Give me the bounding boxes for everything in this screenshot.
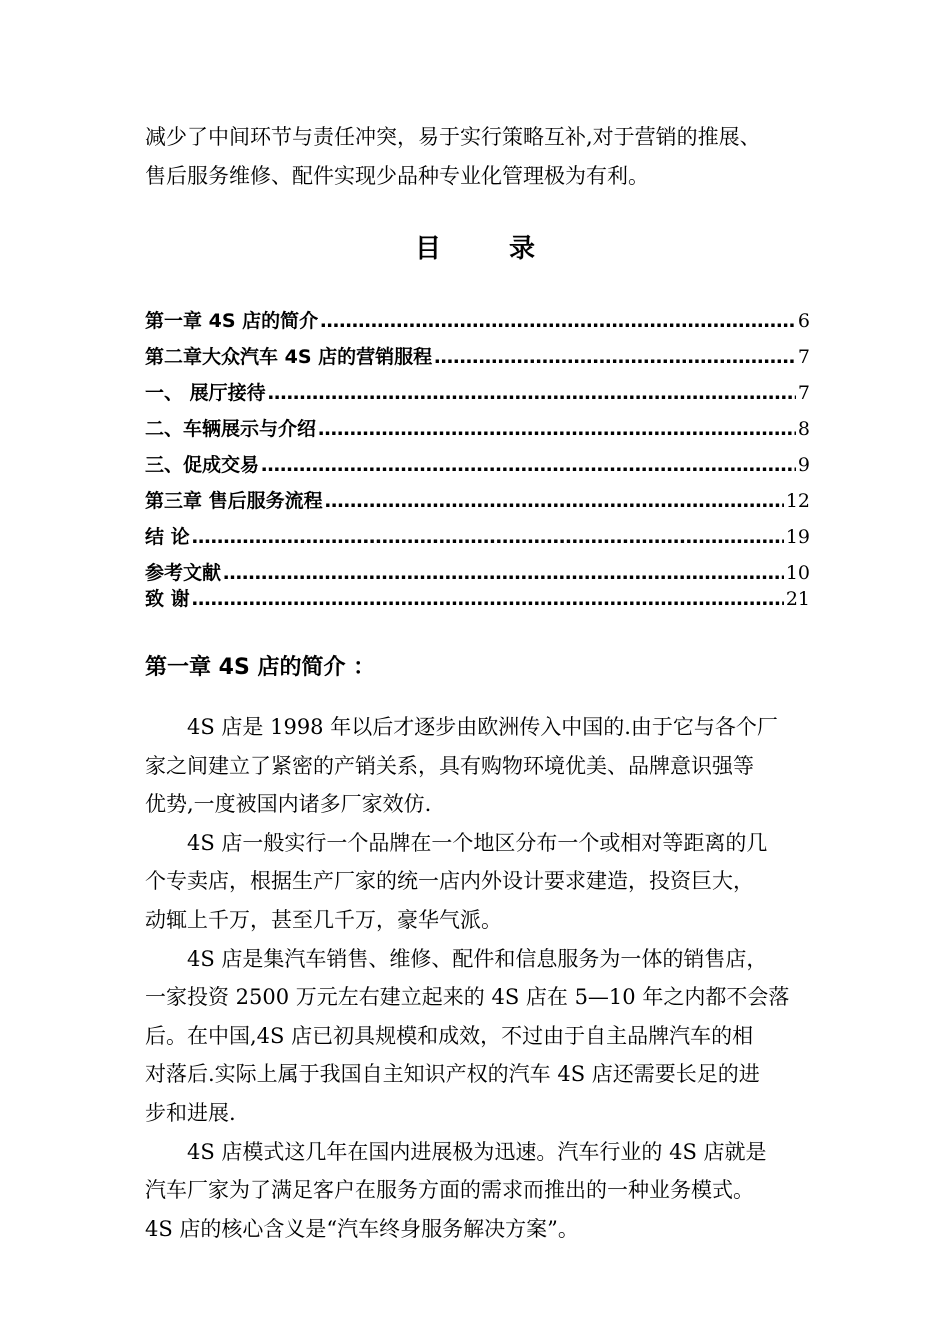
body-line: 4S 店一般实行一个品牌在一个地区分布一个或相对等距离的几	[187, 830, 768, 855]
toc-entry-label: 第三章 售后服务流程	[145, 490, 323, 512]
toc-entry-label: 第二章大众汽车 4S 店的营销服程	[145, 346, 433, 368]
intro-paragraph	[145, 118, 810, 196]
body-line: 4S 店模式这几年在国内进展极为迅速。汽车行业的 4S 店就是	[187, 1139, 767, 1164]
intro-line: 减少了中间环节与责任冲突，易于实行策略互补,对于营销的推展、	[145, 125, 761, 149]
body-line: 家之间建立了紧密的产销关系，具有购物环境优美、品牌意识强等	[145, 753, 754, 778]
chapter-body	[145, 708, 810, 1248]
body-line: 后。在中国,4S 店已初具规模和成效，不过由于自主品牌汽车的相	[145, 1023, 754, 1048]
toc-entry-page: 21	[785, 588, 810, 610]
toc-entry-page: 8	[797, 418, 810, 440]
toc-entry[interactable]	[145, 522, 810, 546]
toc-entry-page: 10	[785, 562, 810, 584]
toc-entry-label: 一、 展厅接待	[145, 382, 266, 404]
toc-entry-page: 9	[797, 454, 810, 476]
toc-entry[interactable]	[145, 414, 810, 438]
toc-entry[interactable]	[145, 342, 810, 366]
intro-line: 售后服务维修、配件实现少品种专业化管理极为有利。	[145, 164, 649, 188]
toc-leader-dots	[268, 382, 796, 404]
toc-leader-dots	[261, 454, 796, 476]
toc-leader-dots	[318, 418, 796, 440]
body-line: 对落后.实际上属于我国自主知识产权的汽车 4S 店还需要长足的进	[145, 1062, 760, 1087]
toc-entry-page: 12	[785, 490, 810, 512]
toc-entry-label: 三、促成交易	[145, 454, 260, 476]
body-line: 动辄上千万，甚至几千万，豪华气派。	[145, 907, 502, 932]
body-line: 汽车厂家为了满足客户在服务方面的需求而推出的一种业务模式。	[145, 1178, 754, 1203]
body-line: 个专卖店，根据生产厂家的统一店内外设计要求建造，投资巨大，	[145, 869, 754, 894]
toc-leader-dots	[223, 562, 784, 584]
toc-entry-page: 7	[797, 346, 810, 368]
toc-leader-dots	[325, 490, 784, 512]
body-line: 4S 店是集汽车销售、维修、配件和信息服务为一体的销售店，	[187, 946, 768, 971]
body-line: 一家投资 2500 万元左右建立起来的 4S 店在 5—10 年之内都不会落	[145, 985, 790, 1010]
toc-title-right: 录	[509, 234, 536, 264]
toc-entry[interactable]	[145, 378, 810, 402]
toc-entry-label: 结 论	[145, 526, 190, 548]
toc-entry[interactable]	[145, 486, 810, 510]
toc-leader-dots	[434, 346, 796, 368]
toc-entry-label: 参考文献	[145, 562, 222, 584]
toc-entry-page: 19	[785, 526, 810, 548]
toc-entry-label: 二、车辆展示与介绍	[145, 418, 317, 440]
toc-entry-page: 7	[797, 382, 810, 404]
toc-entry-label: 第一章 4S 店的简介	[145, 310, 319, 332]
toc-entry-page: 6	[797, 310, 810, 332]
body-line: 4S 店的核心含义是“汽车终身服务解决方案”。	[145, 1216, 579, 1241]
toc-entry[interactable]	[145, 558, 810, 582]
toc-entry-label: 致 谢	[145, 588, 190, 610]
toc-entry[interactable]	[145, 584, 810, 608]
chapter-heading: 第一章 4S 店的简介 ：	[145, 655, 376, 680]
body-line: 优势,一度被国内诸多厂家效仿.	[145, 792, 432, 817]
toc-entry[interactable]	[145, 306, 810, 330]
toc-title	[0, 228, 950, 265]
toc-title-left: 目	[414, 234, 441, 264]
body-line: 步和进展.	[145, 1100, 236, 1125]
toc-leader-dots	[192, 588, 784, 610]
body-line: 4S 店是 1998 年以后才逐步由欧洲传入中国的.由于它与各个厂	[187, 715, 778, 739]
toc-leader-dots	[320, 310, 796, 332]
toc-leader-dots	[192, 526, 784, 548]
toc-entry[interactable]	[145, 450, 810, 474]
